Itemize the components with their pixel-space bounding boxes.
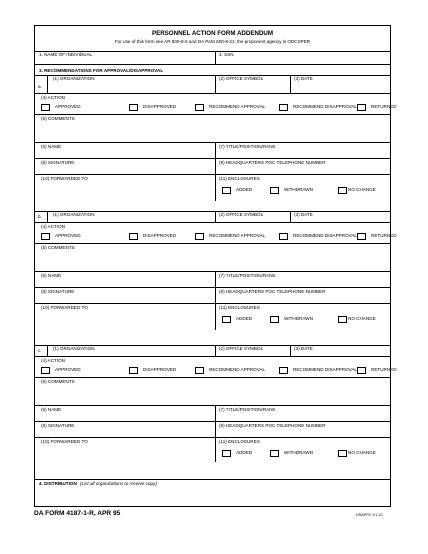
divider bbox=[215, 75, 216, 93]
divider bbox=[290, 211, 291, 222]
action-label: (4) ACTION bbox=[41, 95, 65, 100]
disapproved-checkbox[interactable] bbox=[129, 104, 138, 111]
no-change-checkbox[interactable] bbox=[338, 187, 347, 194]
withdrawn-checkbox[interactable] bbox=[270, 316, 279, 323]
recommend-disapproval-checkbox[interactable] bbox=[279, 367, 288, 374]
disapproved-checkbox[interactable] bbox=[129, 367, 138, 374]
approved-checkbox[interactable] bbox=[41, 104, 50, 111]
divider bbox=[35, 479, 390, 480]
recommend-disapproval-label: RECOMMEND DISAPPROVAL bbox=[293, 233, 357, 238]
divider bbox=[35, 64, 390, 65]
no-change-label: NO CHANGE bbox=[348, 316, 376, 321]
enclosures-label: (11) ENCLOSURES bbox=[219, 305, 260, 310]
office-symbol-label: (2) OFFICE SYMBOL bbox=[219, 346, 264, 351]
disapproved-label: DISAPPROVED bbox=[143, 367, 177, 372]
divider bbox=[215, 437, 216, 462]
returned-checkbox[interactable] bbox=[357, 367, 366, 374]
form-subtitle: For use of this form see AR 600-8-6 and DA PAM 600-8-21; the proponent agency is ODCSPER bbox=[114, 39, 311, 44]
action-label: (4) ACTION bbox=[41, 358, 65, 363]
signature-label: (8) SIGNATURE bbox=[41, 160, 75, 165]
enclosures-label: (11) ENCLOSURES bbox=[219, 176, 260, 181]
divider bbox=[35, 405, 390, 406]
organization-label: (1) ORGANIZATION bbox=[53, 346, 95, 351]
forwarded-to-label: (10) FORWARDED TO bbox=[41, 305, 88, 310]
organization-label: (1) ORGANIZATION bbox=[53, 212, 95, 217]
divider bbox=[290, 345, 291, 356]
approved-label: APPROVED bbox=[55, 233, 81, 238]
disapproved-checkbox[interactable] bbox=[129, 233, 138, 240]
title-rank-label: (7) TITLE/POSITION/RANK bbox=[219, 273, 276, 278]
action-label: (4) ACTION bbox=[41, 224, 65, 229]
no-change-label: NO CHANGE bbox=[348, 450, 376, 455]
comments-label: (5) COMMENTS bbox=[41, 245, 75, 250]
divider bbox=[35, 287, 390, 288]
divider bbox=[47, 211, 48, 222]
recommend-disapproval-checkbox[interactable] bbox=[279, 104, 288, 111]
section-letter: b. bbox=[38, 214, 42, 219]
recommend-approval-label: RECOMMEND APPROVAL bbox=[209, 104, 266, 109]
added-label: ADDED bbox=[236, 316, 253, 321]
divider bbox=[215, 345, 216, 356]
approved-checkbox[interactable] bbox=[41, 367, 50, 374]
form-id: DA FORM 4187-1-R, APR 95 bbox=[34, 510, 121, 517]
organization-label: (1) ORGANIZATION bbox=[53, 76, 95, 81]
signature-label: (8) SIGNATURE bbox=[41, 289, 75, 294]
disapproved-label: DISAPPROVED bbox=[143, 104, 177, 109]
recommend-disapproval-label: RECOMMEND DISAPPROVAL bbox=[293, 104, 357, 109]
name-label: (6) NAME bbox=[41, 144, 62, 149]
comments-label: (5) COMMENTS bbox=[41, 379, 75, 384]
added-checkbox[interactable] bbox=[222, 187, 231, 194]
divider bbox=[290, 75, 291, 93]
recommend-approval-checkbox[interactable] bbox=[195, 233, 204, 240]
recommend-disapproval-checkbox[interactable] bbox=[279, 233, 288, 240]
added-checkbox[interactable] bbox=[222, 316, 231, 323]
withdrawn-label: WITHDRAWN bbox=[284, 316, 313, 321]
forwarded-to-label: (10) FORWARDED TO bbox=[41, 439, 88, 444]
recommendations-label: 3. RECOMMENDATIONS FOR APPROVAL/DISAPPROVAL bbox=[39, 68, 164, 73]
office-symbol-label: (2) OFFICE SYMBOL bbox=[219, 76, 264, 81]
divider bbox=[35, 377, 390, 378]
no-change-checkbox[interactable] bbox=[338, 316, 347, 323]
divider bbox=[35, 243, 390, 244]
withdrawn-label: WITHDRAWN bbox=[284, 187, 313, 192]
approved-checkbox[interactable] bbox=[41, 233, 50, 240]
returned-checkbox[interactable] bbox=[357, 104, 366, 111]
enclosures-label: (11) ENCLOSURES bbox=[219, 439, 260, 444]
name-label: (6) NAME bbox=[41, 273, 62, 278]
divider bbox=[215, 174, 216, 201]
title-rank-label: (7) TITLE/POSITION/RANK bbox=[219, 144, 276, 149]
withdrawn-checkbox[interactable] bbox=[270, 187, 279, 194]
ssn-label: 2. SSN bbox=[219, 52, 234, 57]
form-version: USAPPC V1.10 bbox=[356, 513, 383, 517]
comments-label: (5) COMMENTS bbox=[41, 116, 75, 121]
withdrawn-label: WITHDRAWN bbox=[284, 450, 313, 455]
added-checkbox[interactable] bbox=[222, 450, 231, 457]
divider bbox=[35, 303, 390, 304]
divider bbox=[35, 421, 390, 422]
hq-phone-label: (9) HEADQUARTERS POC TELEPHONE NUMBER bbox=[219, 289, 326, 294]
section-letter: a. bbox=[38, 84, 42, 89]
hq-phone-label: (9) HEADQUARTERS POC TELEPHONE NUMBER bbox=[219, 160, 326, 165]
added-label: ADDED bbox=[236, 187, 253, 192]
office-symbol-label: (2) OFFICE SYMBOL bbox=[219, 212, 264, 217]
divider bbox=[35, 271, 390, 272]
distribution-note: (List all organizations to receive copy) bbox=[80, 481, 157, 486]
date-label: (3) DATE bbox=[294, 76, 313, 81]
added-label: ADDED bbox=[236, 450, 253, 455]
returned-label: RETURNED bbox=[371, 367, 397, 372]
recommend-approval-label: RECOMMEND APPROVAL bbox=[209, 367, 266, 372]
disapproved-label: DISAPPROVED bbox=[143, 233, 177, 238]
returned-checkbox[interactable] bbox=[357, 233, 366, 240]
divider bbox=[35, 93, 390, 94]
returned-label: RETURNED bbox=[371, 233, 397, 238]
divider bbox=[35, 174, 390, 175]
no-change-label: NO CHANGE bbox=[348, 187, 376, 192]
returned-label: RETURNED bbox=[371, 104, 397, 109]
date-label: (3) DATE bbox=[294, 212, 313, 217]
divider bbox=[215, 211, 216, 222]
personnel-action-form bbox=[34, 25, 397, 507]
date-label: (3) DATE bbox=[294, 346, 313, 351]
approved-label: APPROVED bbox=[55, 367, 81, 372]
withdrawn-checkbox[interactable] bbox=[270, 450, 279, 457]
divider bbox=[35, 158, 390, 159]
recommend-approval-checkbox[interactable] bbox=[195, 367, 204, 374]
divider bbox=[35, 114, 390, 115]
signature-label: (8) SIGNATURE bbox=[41, 423, 75, 428]
recommend-disapproval-label: RECOMMEND DISAPPROVAL bbox=[293, 367, 357, 372]
forwarded-to-label: (10) FORWARDED TO bbox=[41, 176, 88, 181]
divider bbox=[35, 222, 390, 223]
divider bbox=[35, 356, 390, 357]
section-letter: c. bbox=[38, 348, 42, 353]
recommend-approval-checkbox[interactable] bbox=[195, 104, 204, 111]
name-of-individual-label: 1. NAME OF INDIVIDUAL bbox=[39, 52, 93, 57]
divider bbox=[215, 303, 216, 330]
divider bbox=[47, 345, 48, 356]
no-change-checkbox[interactable] bbox=[338, 450, 347, 457]
divider bbox=[215, 51, 216, 64]
name-label: (6) NAME bbox=[41, 407, 62, 412]
title-rank-label: (7) TITLE/POSITION/RANK bbox=[219, 407, 276, 412]
approved-label: APPROVED bbox=[55, 104, 81, 109]
recommend-approval-label: RECOMMEND APPROVAL bbox=[209, 233, 266, 238]
form-title: PERSONNEL ACTION FORM ADDENDUM bbox=[151, 30, 274, 37]
distribution-label: 4. DISTRIBUTION bbox=[39, 481, 77, 486]
divider bbox=[35, 142, 390, 143]
hq-phone-label: (9) HEADQUARTERS POC TELEPHONE NUMBER bbox=[219, 423, 326, 428]
divider bbox=[47, 75, 48, 93]
divider bbox=[35, 437, 390, 438]
